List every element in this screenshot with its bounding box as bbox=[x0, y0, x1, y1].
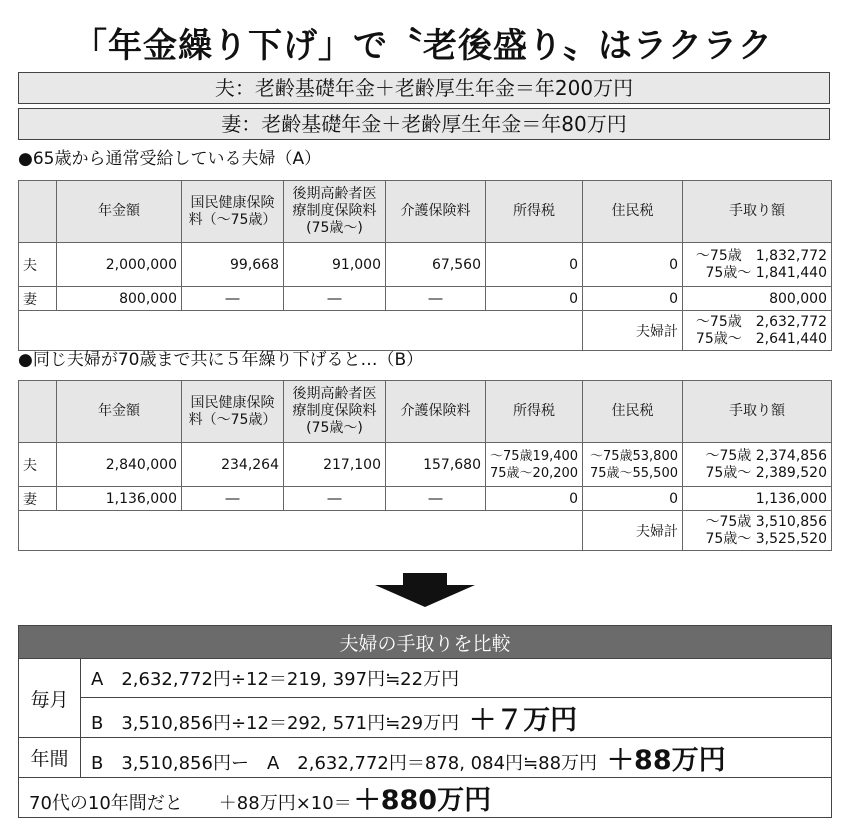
col-elder: 後期高齢者医療制度保険料(75歳～) bbox=[284, 381, 386, 443]
annual-diff: ＋88万円 bbox=[607, 745, 726, 776]
net-line: ～75歳 2,374,856 bbox=[705, 447, 827, 464]
col-nhi: 国民健康保険料（～75歳） bbox=[182, 181, 284, 243]
table-a-label: ●65歳から通常受給している夫婦（A） bbox=[18, 149, 322, 169]
total-label: 夫婦計 bbox=[583, 511, 683, 551]
cell-elder: ― bbox=[284, 487, 386, 511]
total-line: ～75歳 3,510,856 bbox=[705, 513, 827, 530]
col-nhi: 国民健康保険料（～75歳） bbox=[182, 381, 284, 443]
total-row bbox=[19, 511, 832, 551]
itax-line: 75歳～20,200 bbox=[490, 465, 579, 481]
cell-care: 67,560 bbox=[386, 243, 486, 287]
monthly-b-row bbox=[81, 698, 832, 738]
monthly-diff: ＋７万円 bbox=[469, 705, 578, 736]
cell-itax bbox=[486, 443, 583, 487]
table-row bbox=[19, 243, 832, 287]
husband-summary: 夫：老齢基礎年金＋老齢厚生年金＝年200万円 bbox=[18, 72, 830, 104]
cell-pension: 2,840,000 bbox=[57, 443, 182, 487]
total-spacer bbox=[19, 511, 583, 551]
annual-label: 年間 bbox=[19, 738, 81, 778]
total-label: 夫婦計 bbox=[583, 311, 683, 351]
row-who: 夫 bbox=[19, 443, 57, 487]
col-pension: 年金額 bbox=[57, 181, 182, 243]
cell-nhi: 99,668 bbox=[182, 243, 284, 287]
page-title: 「年金繰り下げ」で〝老後盛り〟はラクラク bbox=[73, 26, 773, 66]
total-row bbox=[19, 311, 832, 351]
col-net: 手取り額 bbox=[683, 381, 832, 443]
cell-care: 157,680 bbox=[386, 443, 486, 487]
decade-row bbox=[19, 778, 832, 818]
table-row bbox=[19, 487, 832, 511]
down-arrow-icon bbox=[375, 573, 475, 607]
cell-nhi: ― bbox=[182, 287, 284, 311]
table-row bbox=[19, 443, 832, 487]
total-value bbox=[683, 311, 832, 351]
cell-nhi: 234,264 bbox=[182, 443, 284, 487]
cell-rtax: 0 bbox=[583, 243, 683, 287]
monthly-a-row: A 2,632,772円÷12＝219, 397円≒22万円 bbox=[81, 659, 832, 698]
table-a-header bbox=[19, 181, 832, 243]
cell-nhi: ― bbox=[182, 487, 284, 511]
total-value bbox=[683, 511, 832, 551]
col-itax: 所得税 bbox=[486, 181, 583, 243]
decade-text: 70代の10年間だと ＋88万円×10＝ bbox=[29, 793, 352, 814]
comparison-header: 夫婦の手取りを比較 bbox=[19, 626, 832, 659]
comparison-table bbox=[18, 625, 832, 818]
row-who: 妻 bbox=[19, 487, 57, 511]
decade-diff: ＋880万円 bbox=[353, 785, 492, 816]
row-who: 夫 bbox=[19, 243, 57, 287]
col-rtax: 住民税 bbox=[583, 381, 683, 443]
table-row bbox=[19, 287, 832, 311]
col-net: 手取り額 bbox=[683, 181, 832, 243]
corner-cell bbox=[19, 381, 57, 443]
total-line: 75歳～ 3,525,520 bbox=[705, 530, 827, 547]
total-spacer bbox=[19, 311, 583, 351]
table-b bbox=[18, 380, 832, 551]
cell-itax: 0 bbox=[486, 487, 583, 511]
col-care: 介護保険料 bbox=[386, 381, 486, 443]
wife-summary: 妻：老齢基礎年金＋老齢厚生年金＝年80万円 bbox=[18, 108, 830, 140]
cell-itax: 0 bbox=[486, 287, 583, 311]
cell-net: 800,000 bbox=[683, 287, 832, 311]
col-care: 介護保険料 bbox=[386, 181, 486, 243]
cell-rtax bbox=[583, 443, 683, 487]
total-line: ～75歳 2,632,772 bbox=[695, 313, 827, 330]
net-line: ～75歳 1,832,772 bbox=[695, 247, 827, 264]
cell-net bbox=[683, 243, 832, 287]
net-line: 75歳～ 2,389,520 bbox=[705, 464, 827, 481]
table-b-label: ●同じ夫婦が70歳まで共に５年繰り下げると…（B） bbox=[18, 350, 424, 370]
annual-row bbox=[81, 738, 832, 778]
table-b-header bbox=[19, 381, 832, 443]
cell-care: ― bbox=[386, 487, 486, 511]
col-rtax: 住民税 bbox=[583, 181, 683, 243]
table-a bbox=[18, 180, 832, 351]
cell-pension: 2,000,000 bbox=[57, 243, 182, 287]
cell-elder: 217,100 bbox=[284, 443, 386, 487]
monthly-label: 毎月 bbox=[19, 659, 81, 738]
col-elder: 後期高齢者医療制度保険料(75歳～) bbox=[284, 181, 386, 243]
monthly-b-text: B 3,510,856円÷12＝292, 571円≒29万円 bbox=[91, 713, 460, 734]
col-pension: 年金額 bbox=[57, 381, 182, 443]
rtax-line: ～75歳53,800 bbox=[589, 448, 678, 464]
cell-elder: ― bbox=[284, 287, 386, 311]
cell-care: ― bbox=[386, 287, 486, 311]
row-who: 妻 bbox=[19, 287, 57, 311]
annual-text: B 3,510,856円ー A 2,632,772円＝878, 084円≒88万円 bbox=[91, 753, 598, 774]
itax-line: ～75歳19,400 bbox=[490, 448, 579, 464]
cell-rtax: 0 bbox=[583, 487, 683, 511]
total-line: 75歳～ 2,641,440 bbox=[695, 330, 827, 347]
cell-elder: 91,000 bbox=[284, 243, 386, 287]
cell-rtax: 0 bbox=[583, 287, 683, 311]
rtax-line: 75歳～55,500 bbox=[589, 465, 678, 481]
cell-pension: 1,136,000 bbox=[57, 487, 182, 511]
cell-net: 1,136,000 bbox=[683, 487, 832, 511]
cell-net bbox=[683, 443, 832, 487]
corner-cell bbox=[19, 181, 57, 243]
col-itax: 所得税 bbox=[486, 381, 583, 443]
net-line: 75歳～ 1,841,440 bbox=[705, 264, 827, 281]
cell-itax: 0 bbox=[486, 243, 583, 287]
cell-pension: 800,000 bbox=[57, 287, 182, 311]
